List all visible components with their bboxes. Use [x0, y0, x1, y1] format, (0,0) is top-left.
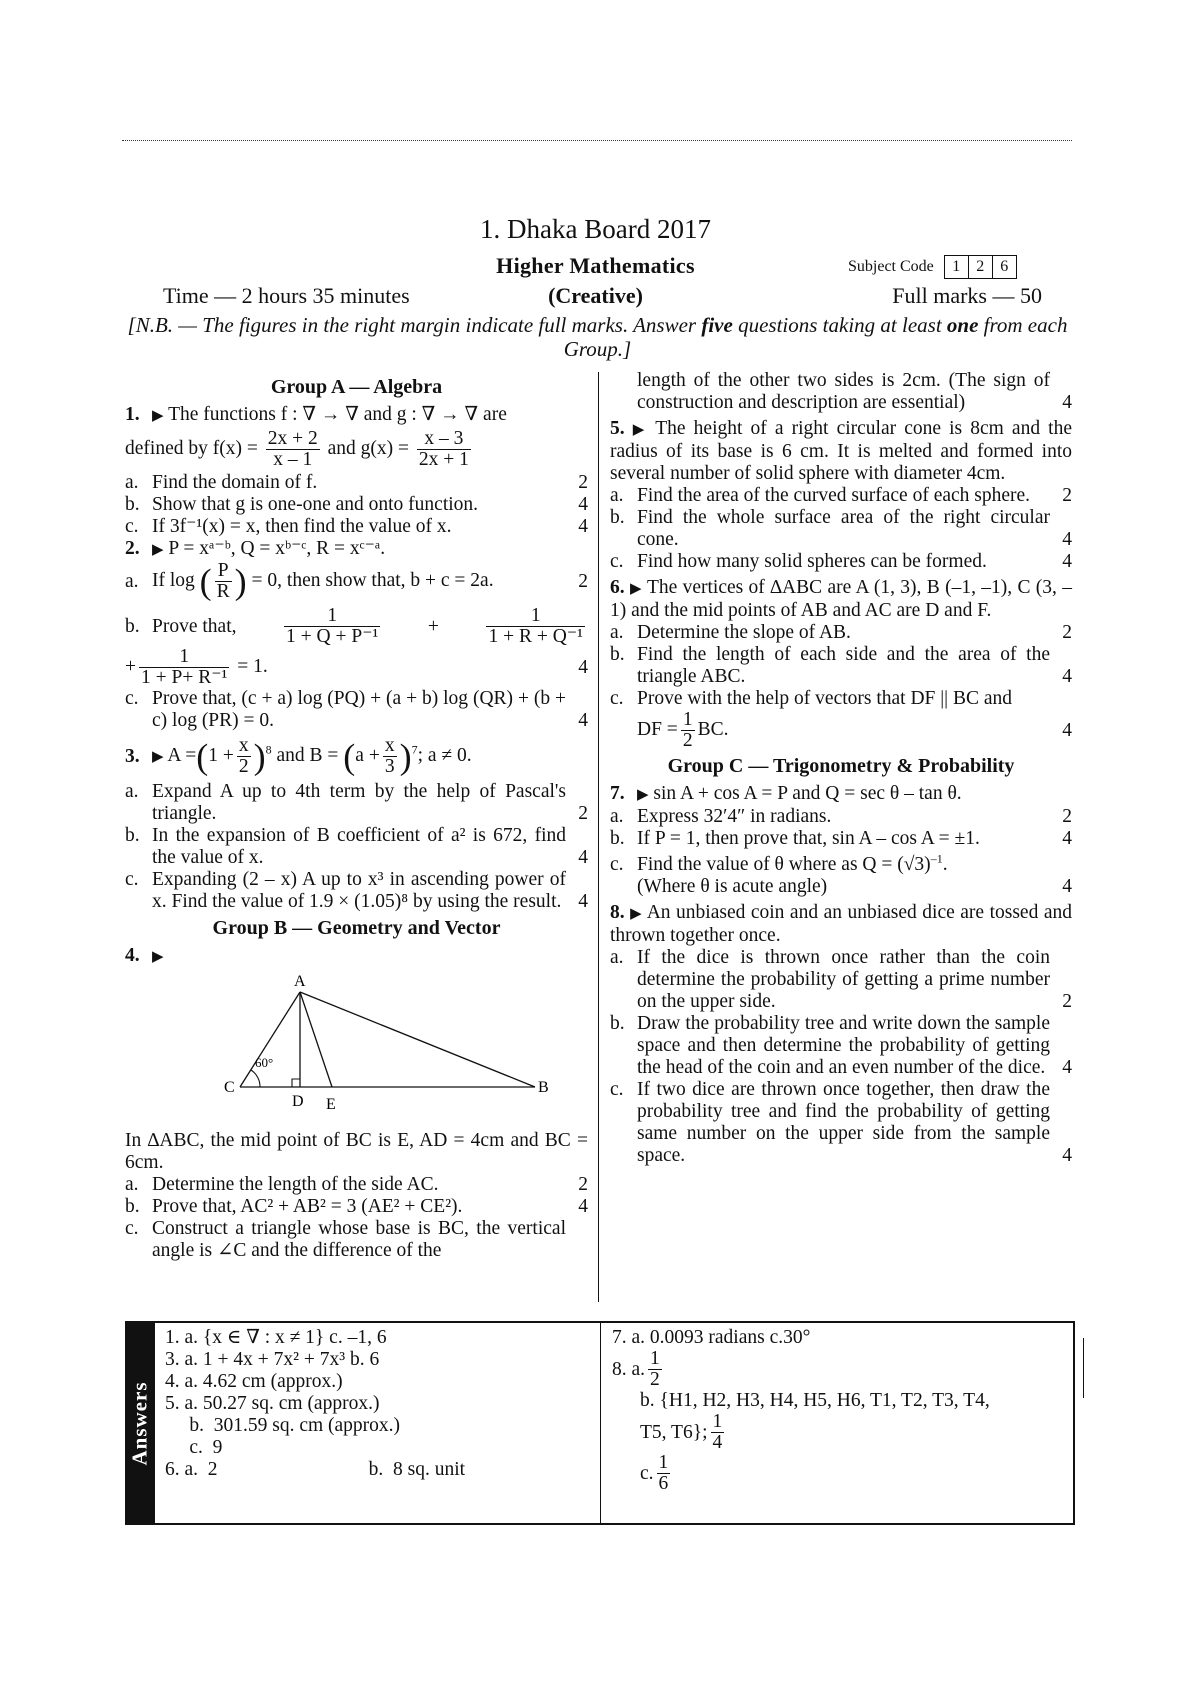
- right-column: [610, 370, 1072, 1167]
- answer-line: 1. a. {x ∈ ∇ : x ≠ 1} c. –1, 6: [165, 1327, 387, 1348]
- fraction: $\frac{1}{\text{1 + Q + P⁻¹}}$: [286, 605, 379, 647]
- question-2b: b. Prove that, $\frac{1}{\text{1 + Q + P⁻¹}}$ + $\frac{1}{\text{1 + R + Q⁻¹}}$: [125, 605, 583, 647]
- answer-line: 6. a. 2 b. 8 sq. unit: [165, 1459, 466, 1480]
- answer-line: T5, T6}; $\frac{1}{4}$: [640, 1411, 723, 1453]
- fraction: $\frac{x - 3}{2x + 1}$: [418, 428, 469, 470]
- question-7: 7. ▶ sin A + cos A = P and Q = sec θ – tan θ.: [610, 783, 962, 804]
- fraction: $\frac{x}{2}$: [238, 735, 249, 777]
- vertex-b: B: [538, 1079, 549, 1096]
- answer-line: b. 301.59 sq. cm (approx.): [165, 1415, 401, 1436]
- arrow-icon: ▶: [632, 422, 648, 438]
- question-2a: a. If log ( $\frac{P}{R}$ ) = 0, then show that, b + c = 2a. 2: [125, 560, 588, 602]
- page-title: 1. Dhaka Board 2017: [480, 214, 711, 244]
- question-1c: c. If 3f⁻¹(x) = x, then find the value of x. 4: [125, 516, 588, 537]
- instructions-note: [N.B. — The figures in the right margin indicate full marks. Answer five questions taking at least one from each Group.]: [127, 313, 1068, 361]
- exam-time: Time — 2 hours 35 minutes: [163, 283, 410, 308]
- question-3: 3. ▶ A =(1 + $\frac{x}{2}$ )$^8$ and B = (a + $\frac{x}{3}$ )$^7$; a ≠ 0.: [125, 735, 472, 777]
- question-4c-cont: length of the other two sides is 2cm. (The sign of construction and description are essential) 4: [637, 370, 1072, 413]
- subject-code-boxes: [944, 255, 1017, 279]
- fraction: $\frac{x}{3}$: [384, 735, 395, 777]
- question-5b: b. Find the whole surface area of the right circular cone. 4: [610, 507, 1072, 550]
- answers-separator: [600, 1323, 601, 1523]
- question-5a: a. Find the area of the curved surface of each sphere. 2: [610, 485, 1072, 506]
- question-1a: a. Find the domain of f. 2: [125, 472, 588, 493]
- point-e: E: [326, 1096, 336, 1113]
- group-c-heading: Group C — Trigonometry & Probability: [667, 755, 1015, 777]
- question-6c: c. Prove with the help of vectors that DF || BC and: [610, 688, 1013, 709]
- question-6c-cont: DF = $\frac{1}{2}$ BC. 4: [637, 709, 1072, 751]
- question-2c: c. Prove that, (c + a) log (PQ) + (a + b) log (QR) + (b + c) log (PR) = 0. 4: [125, 688, 588, 731]
- answer-line: c. $\frac{1}{6}$: [640, 1452, 669, 1494]
- question-7c-note: (Where θ is acute angle) 4: [637, 876, 1072, 897]
- arrow-icon: ▶: [152, 542, 164, 558]
- group-a-heading: Group A — Algebra: [270, 376, 443, 398]
- question-6a: a. Determine the slope of AB. 2: [610, 622, 1072, 643]
- fraction: $\frac{1}{2}$: [682, 709, 693, 751]
- subject-code-digit: 2: [969, 256, 993, 278]
- question-5c: c. Find how many solid spheres can be formed. 4: [610, 551, 1072, 572]
- subject-title: Higher Mathematics: [496, 253, 695, 278]
- arrow-icon: ▶: [637, 787, 649, 803]
- answer-line: 5. a. 50.27 sq. cm (approx.): [165, 1393, 380, 1414]
- answer-line: 8. a. $\frac{1}{2}$: [612, 1348, 660, 1390]
- arrow-icon: ▶: [152, 748, 164, 765]
- answer-line: 7. a. 0.0093 radians c.30°: [612, 1327, 811, 1348]
- side-ca: [240, 992, 300, 1087]
- question-4a: a. Determine the length of the side AC. 2: [125, 1174, 588, 1195]
- question-8c: c. If two dice are thrown once together, then draw the probability tree and find the probability of getting same number on the upper side from the sample space. 4: [610, 1079, 1072, 1166]
- arrow-icon: ▶: [629, 581, 642, 597]
- fraction: $\frac{P}{R}$: [216, 560, 230, 602]
- fraction: $\frac{1}{2}$: [650, 1348, 660, 1390]
- vertex-c: C: [224, 1079, 235, 1096]
- triangle-figure: [220, 974, 600, 1124]
- answers-box: [125, 1321, 1075, 1525]
- answer-line: b. {H1, H2, H3, H4, H5, H6, T1, T2, T3, T4,: [640, 1390, 990, 1411]
- arrow-icon: ▶: [152, 949, 164, 965]
- fraction: $\frac{1}{4}$: [712, 1411, 723, 1453]
- point-d: D: [292, 1093, 304, 1110]
- fraction: $\frac{2x + 2}{x - 1}$: [267, 428, 318, 470]
- question-7b: b. If P = 1, then prove that, sin A – cos A = ±1. 4: [610, 828, 1072, 849]
- triangle-diagram: [220, 974, 600, 1124]
- question-4b: b. Prove that, AC² + AB² = 3 (AE² + CE²). 4: [125, 1196, 588, 1217]
- fraction: $\frac{1}{\text{1 + R + Q⁻¹}}$: [488, 605, 583, 647]
- answers-band: Answers: [127, 1323, 155, 1523]
- question-5: 5. ▶ The height of a right circular cone is 8cm and the radius of its base is 6 cm. It is melted and formed into several number of solid sphere with diameter 4cm.: [610, 418, 1072, 484]
- group-b-heading: Group B — Geometry and Vector: [212, 917, 501, 939]
- question-7a: a. Express 32′4″ in radians. 2: [610, 806, 1072, 827]
- column-separator: [598, 372, 599, 1302]
- question-4-stem: In ∆ABC, the mid point of BC is E, AD = 4cm and BC = 6cm.: [125, 1130, 588, 1173]
- subject-code-digit: 1: [945, 256, 969, 278]
- angle-arc: [251, 1070, 260, 1087]
- question-8b: b. Draw the probability tree and write down the sample space and then determine the probability of getting the head of the coin and an even number of the dice. 4: [610, 1013, 1072, 1078]
- exam-type: (Creative): [548, 283, 643, 308]
- fraction: $\frac{1}{\text{1 + P+ R⁻¹}}$: [141, 646, 228, 688]
- arrow-icon: ▶: [152, 408, 164, 424]
- answers-left: [165, 1327, 590, 1481]
- question-3c: c. Expanding (2 – x) A up to x³ in ascending power of x. Find the value of 1.9 × (1.05)⁸ by using the result. 4: [125, 869, 588, 912]
- subject-code: [848, 255, 1017, 279]
- vertex-a: A: [294, 974, 306, 990]
- subject-code-digit: 6: [1000, 258, 1009, 275]
- subject-code-label: Subject Code: [848, 258, 934, 275]
- question-2: 2. ▶ P = xᵃ⁻ᵇ, Q = xᵇ⁻ᶜ, R = xᶜ⁻ᵃ.: [125, 538, 386, 559]
- question-6: 6. ▶ The vertices of ∆ABC are A (1, 3), B (–1, –1), C (3, –1) and the mid points of AB and AC are D and F.: [610, 577, 1072, 621]
- angle-label: 60°: [255, 1055, 274, 1070]
- answer-line: 4. a. 4.62 cm (approx.): [165, 1371, 343, 1392]
- question-7c: c. Find the value of θ where as $Q = (√3)^{-1}$.: [610, 851, 948, 875]
- answer-line: c. 9: [165, 1437, 223, 1458]
- question-8a: a. If the dice is thrown once rather than the coin determine the probability of getting a prime number on the upper side. 2: [610, 947, 1072, 1012]
- answer-line: 3. a. 1 + 4x + 7x² + 7x³ b. 6: [165, 1349, 380, 1370]
- question-1: 1. ▶ The functions f : ∇ → ∇ and g : ∇ → ∇ are: [125, 404, 507, 425]
- question-6b: b. Find the length of each side and the area of the triangle ABC. 4: [610, 644, 1072, 687]
- right-angle-mark: [292, 1079, 300, 1087]
- question-1b: b. Show that g is one-one and onto function. 4: [125, 494, 588, 515]
- question-3a: a. Expand A up to 4th term by the help of Pascal's triangle. 2: [125, 781, 588, 824]
- question-1-definition: defined by f(x) = $\frac{2x + 2}{x - 1}$ and g(x) = $\frac{x - 3}{2x + 1}$: [125, 428, 469, 470]
- answers-right: [612, 1327, 1067, 1494]
- question-4c: c. Construct a triangle whose base is BC, the vertical angle is ∠C and the difference of the: [125, 1218, 566, 1261]
- question-3b: b. In the expansion of B coefficient of a² is 672, find the value of x. 4: [125, 825, 588, 868]
- question-4: 4. ▶: [125, 945, 164, 966]
- full-marks: Full marks — 50: [892, 283, 1042, 308]
- top-dotted-rule: [122, 140, 1072, 141]
- arrow-icon: ▶: [630, 906, 643, 922]
- question-8: 8. ▶ An unbiased coin and an unbiased dice are tossed and thrown together once.: [610, 902, 1072, 946]
- question-2b-cont: + $\frac{1}{\text{1 + P+ R⁻¹}}$ = 1. 4: [125, 646, 588, 688]
- side-ab: [300, 992, 535, 1087]
- median-ae: [300, 992, 332, 1087]
- fraction: $\frac{1}{6}$: [658, 1452, 669, 1494]
- left-column: [125, 372, 588, 1262]
- margin-mark: [1083, 1338, 1084, 1398]
